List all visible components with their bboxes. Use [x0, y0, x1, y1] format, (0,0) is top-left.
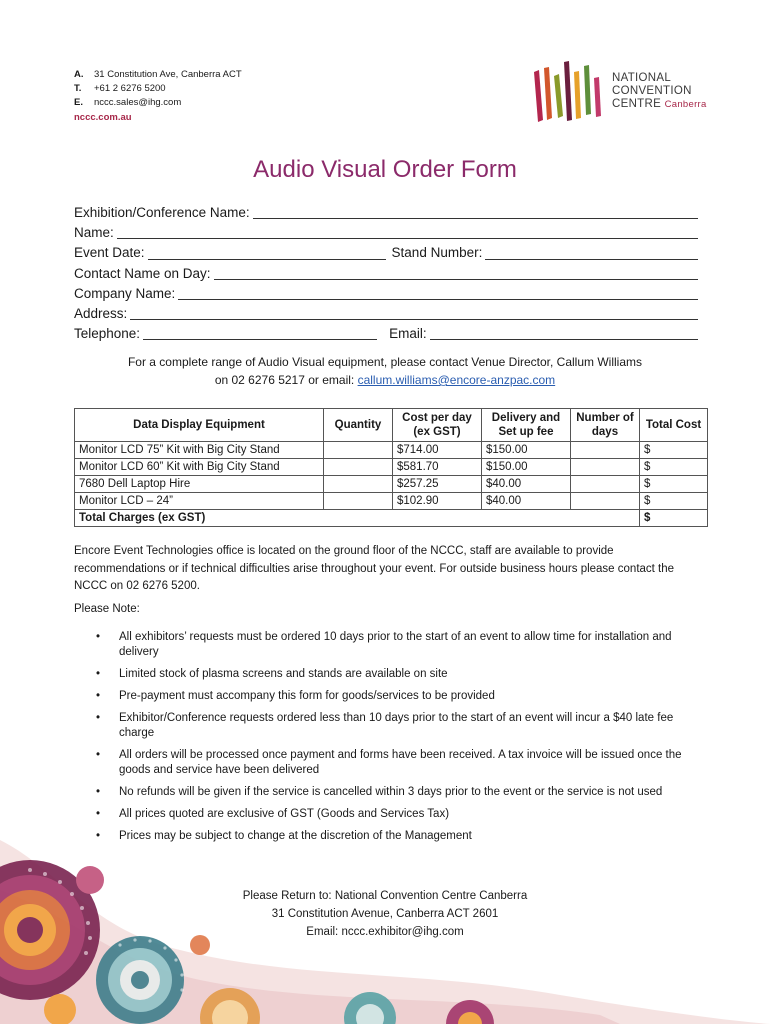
list-item: • Pre-payment must accompany this form for goods/services to be provided: [96, 690, 495, 702]
total-cell[interactable]: $: [640, 476, 708, 493]
days-cell[interactable]: [571, 493, 640, 510]
table-row: 7680 Dell Laptop Hire $257.25 $40.00 $: [75, 476, 708, 493]
days-cell[interactable]: [571, 476, 640, 493]
col-equipment: Data Display Equipment: [75, 409, 324, 442]
address-field[interactable]: Address:: [74, 304, 698, 324]
company-name-input[interactable]: [178, 285, 698, 300]
website-link[interactable]: nccc.com.au: [74, 112, 132, 123]
telephone-input[interactable]: [143, 325, 377, 340]
address-text: 31 Constitution Ave, Canberra ACT: [94, 69, 242, 80]
event-date-input[interactable]: [148, 245, 386, 260]
bullet-icon: •: [96, 668, 101, 680]
intro-text: For a complete range of Audio Visual equipment, please contact Venue Director, Callum Williams on 02 6276 5217 or email: callum.williams@encore-anzpac.com: [127, 355, 643, 387]
table-row: Monitor LCD – 24” $102.90 $40.00 $: [75, 493, 708, 510]
email-input[interactable]: [430, 325, 698, 340]
days-cell[interactable]: [571, 459, 640, 476]
company-name-field[interactable]: Company Name:: [74, 284, 698, 304]
list-item: • Prices may be subject to change at the discretion of the Management: [96, 830, 472, 842]
note-heading: Please Note:: [74, 603, 140, 615]
page-title: Audio Visual Order Form: [253, 156, 517, 183]
logo-text: NATIONAL CONVENTION CENTRE Canberra: [612, 72, 707, 110]
contact-block: [74, 68, 242, 110]
total-charges-value[interactable]: $: [640, 510, 708, 527]
contact-name-input[interactable]: [214, 265, 698, 280]
quantity-cell[interactable]: [324, 476, 393, 493]
phone-row: T. +61 2 6276 5200: [74, 83, 166, 94]
event-date-stand-row: Event Date: Stand Number:: [74, 243, 698, 263]
col-total-cost: Total Cost: [640, 409, 708, 442]
col-number-of-days: Number of days: [571, 409, 640, 442]
total-charges-row: [75, 510, 708, 527]
return-address: Please Return to: National Convention Centre Canberra 31 Constitution Avenue, Canberra ACT 2601 Email: nccc.exhibitor@ihg.com: [0, 887, 770, 941]
return-email: Email: nccc.exhibitor@ihg.com: [306, 926, 464, 938]
email-text: nccc.sales@ihg.com: [94, 97, 182, 108]
notes-list: [74, 630, 694, 851]
days-cell[interactable]: [571, 442, 640, 459]
list-item: • All orders will be processed once payment and forms have been received. A tax invoice will be issued once the goods and service have been delivered: [96, 749, 682, 776]
bullet-icon: •: [96, 808, 101, 820]
bullet-icon: •: [96, 830, 101, 842]
contact-name-field[interactable]: Contact Name on Day:: [74, 264, 698, 284]
list-item: • Limited stock of plasma screens and stands are available on site: [96, 668, 448, 680]
bullet-icon: •: [96, 786, 101, 798]
email-row: E. nccc.sales@ihg.com: [74, 97, 182, 108]
col-cost-per-day: Cost per day (ex GST): [393, 409, 482, 442]
office-info-text: Encore Event Technologies office is located on the ground floor of the NCCC, staff are available to provide recommendations or if technical difficulties arise throughout your event. For outside business hours please contact the NCCC on 02 6276 5200.: [74, 545, 675, 592]
form-fields: [74, 203, 698, 344]
stand-number-input[interactable]: [485, 245, 698, 260]
telephone-email-row: Telephone: Email:: [74, 324, 698, 344]
bullet-icon: •: [96, 712, 101, 724]
quantity-cell[interactable]: [324, 493, 393, 510]
bullet-icon: •: [96, 749, 101, 761]
total-cell[interactable]: $: [640, 442, 708, 459]
total-cell[interactable]: $: [640, 459, 708, 476]
table-row: Monitor LCD 60” Kit with Big City Stand $581.70 $150.00 $: [75, 459, 708, 476]
quantity-cell[interactable]: [324, 442, 393, 459]
list-item: • All exhibitors’ requests must be ordered 10 days prior to the start of an event to allow time for installation and delivery: [96, 631, 672, 658]
address-input[interactable]: [130, 305, 698, 320]
table-row: Monitor LCD 75” Kit with Big City Stand $714.00 $150.00 $: [75, 442, 708, 459]
phone-text: +61 2 6276 5200: [94, 83, 166, 94]
exhibition-name-input[interactable]: [253, 204, 698, 219]
table-header-row: [75, 409, 708, 442]
name-field[interactable]: Name:: [74, 223, 698, 243]
list-item: • Exhibitor/Conference requests ordered less than 10 days prior to the start of an event will incur a $40 late fee charge: [96, 712, 674, 739]
list-item: • No refunds will be given if the service is cancelled within 3 days prior to the event or the service is not used: [96, 786, 663, 798]
equipment-table: [74, 408, 708, 527]
bullet-icon: •: [96, 690, 101, 702]
col-delivery-fee: Delivery and Set up fee: [482, 409, 571, 442]
exhibition-name-field[interactable]: Exhibition/Conference Name:: [74, 203, 698, 223]
name-input[interactable]: [117, 224, 698, 239]
address-row: A. 31 Constitution Ave, Canberra ACT: [74, 69, 242, 80]
total-charges-label: Total Charges (ex GST): [75, 510, 640, 527]
bullet-icon: •: [96, 631, 101, 643]
total-cell[interactable]: $: [640, 493, 708, 510]
venue-director-email-link[interactable]: callum.williams@encore-anzpac.com: [357, 373, 556, 387]
quantity-cell[interactable]: [324, 459, 393, 476]
col-quantity: Quantity: [324, 409, 393, 442]
list-item: • All prices quoted are exclusive of GST (Goods and Services Tax): [96, 808, 450, 820]
